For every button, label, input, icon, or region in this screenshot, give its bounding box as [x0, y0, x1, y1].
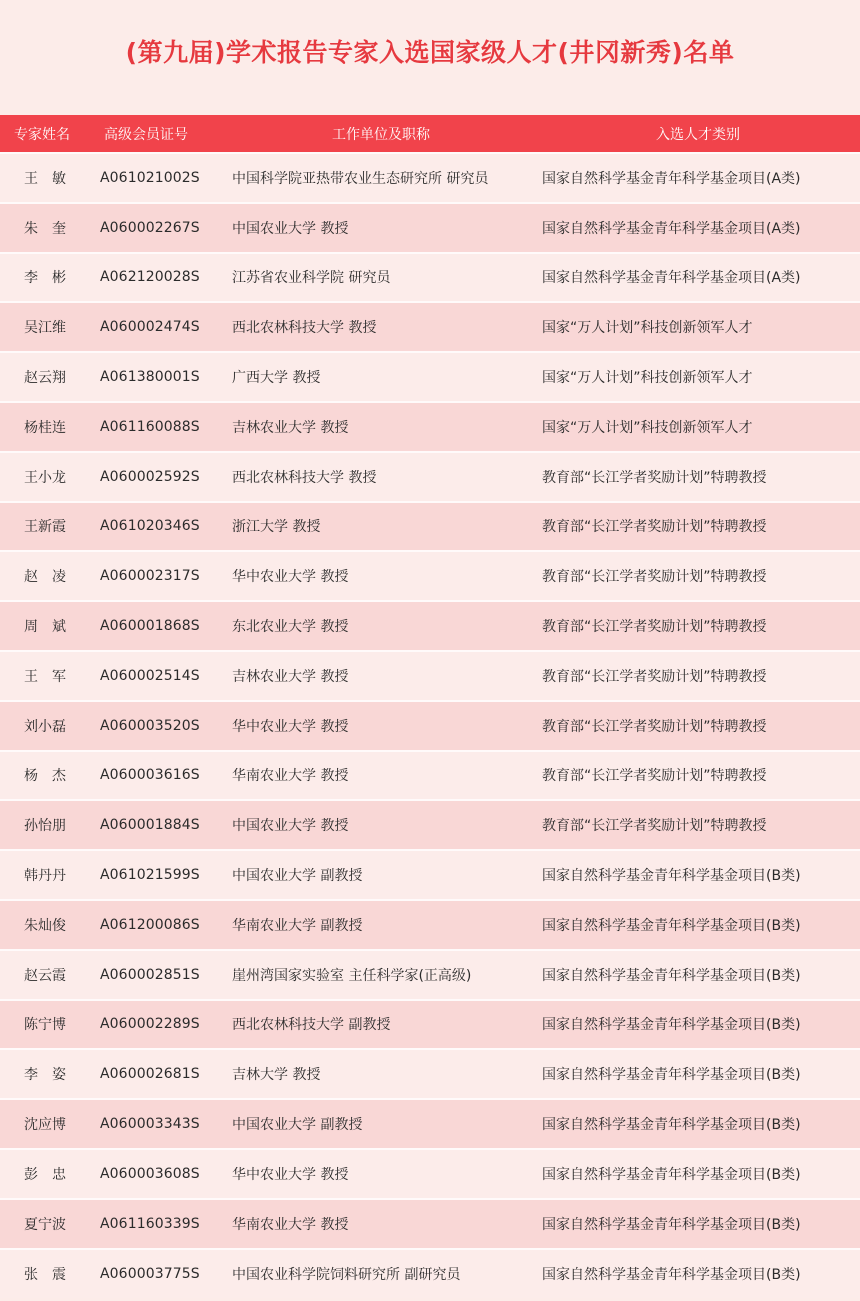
member-id: A060002289S [98, 1000, 226, 1050]
expert-name: 李 姿 [0, 1049, 98, 1099]
talent-category: 教育部“长江学者奖励计划”特聘教授 [536, 452, 860, 502]
organization-title: 西北农林科技大学 副教授 [226, 1000, 536, 1050]
expert-name: 赵 凌 [0, 551, 98, 601]
talent-category: 教育部“长江学者奖励计划”特聘教授 [536, 651, 860, 701]
member-id: A060001868S [98, 601, 226, 651]
talent-category: 国家自然科学基金青年科学基金项目(B类) [536, 1249, 860, 1299]
member-id: A060002317S [98, 551, 226, 601]
organization-title: 吉林农业大学 教授 [226, 651, 536, 701]
title-banner [0, 0, 860, 110]
expert-name: 王 敏 [0, 153, 98, 203]
table-row [0, 302, 860, 352]
column-header-organization: 工作单位及职称 [332, 126, 430, 143]
talent-category: 教育部“长江学者奖励计划”特聘教授 [536, 751, 860, 801]
expert-name: 王小龙 [0, 452, 98, 502]
organization-title: 浙江大学 教授 [226, 502, 536, 552]
table-row [0, 502, 860, 552]
organization-title: 华中农业大学 教授 [226, 551, 536, 601]
table-row [0, 850, 860, 900]
talent-category: 国家自然科学基金青年科学基金项目(B类) [536, 1000, 860, 1050]
table-row [0, 751, 860, 801]
expert-name: 杨 杰 [0, 751, 98, 801]
member-id: A061020346S [98, 502, 226, 552]
table-row [0, 1099, 860, 1149]
member-id: A061160088S [98, 402, 226, 452]
member-id: A060002267S [98, 203, 226, 253]
expert-table [0, 115, 860, 1298]
organization-title: 中国农业大学 教授 [226, 800, 536, 850]
organization-title: 中国农业科学院饲料研究所 副研究员 [226, 1249, 536, 1299]
member-id: A060002681S [98, 1049, 226, 1099]
table-row [0, 452, 860, 502]
talent-category: 国家自然科学基金青年科学基金项目(A类) [536, 253, 860, 303]
column-header-name: 专家姓名 [14, 126, 70, 143]
column-header-talent-category: 入选人才类别 [656, 126, 740, 143]
organization-title: 中国农业大学 副教授 [226, 1099, 536, 1149]
expert-name: 张 震 [0, 1249, 98, 1299]
organization-title: 中国农业大学 副教授 [226, 850, 536, 900]
table-row [0, 352, 860, 402]
talent-category: 国家“万人计划”科技创新领军人才 [536, 402, 860, 452]
table-row [0, 800, 860, 850]
table-row [0, 203, 860, 253]
member-id: A060003775S [98, 1249, 226, 1299]
expert-name: 吴江维 [0, 302, 98, 352]
talent-category: 国家自然科学基金青年科学基金项目(B类) [536, 1199, 860, 1249]
column-header-member-id: 高级会员证号 [104, 126, 188, 143]
table-row [0, 1199, 860, 1249]
organization-title: 华南农业大学 教授 [226, 1199, 536, 1249]
member-id: A060002514S [98, 651, 226, 701]
organization-title: 西北农林科技大学 教授 [226, 302, 536, 352]
member-id: A060002592S [98, 452, 226, 502]
expert-name: 孙怡朋 [0, 800, 98, 850]
talent-category: 教育部“长江学者奖励计划”特聘教授 [536, 551, 860, 601]
member-id: A061380001S [98, 352, 226, 402]
table-row [0, 1000, 860, 1050]
expert-name: 王 军 [0, 651, 98, 701]
expert-name: 赵云霞 [0, 950, 98, 1000]
organization-title: 江苏省农业科学院 研究员 [226, 253, 536, 303]
expert-name: 夏宁波 [0, 1199, 98, 1249]
member-id: A062120028S [98, 253, 226, 303]
expert-name: 周 斌 [0, 601, 98, 651]
talent-category: 教育部“长江学者奖励计划”特聘教授 [536, 701, 860, 751]
member-id: A060002851S [98, 950, 226, 1000]
table-row [0, 900, 860, 950]
expert-name: 刘小磊 [0, 701, 98, 751]
talent-category: 国家自然科学基金青年科学基金项目(B类) [536, 900, 860, 950]
talent-category: 教育部“长江学者奖励计划”特聘教授 [536, 502, 860, 552]
member-id: A060003343S [98, 1099, 226, 1149]
table-row [0, 651, 860, 701]
expert-name: 李 彬 [0, 253, 98, 303]
table-row [0, 950, 860, 1000]
talent-category: 国家自然科学基金青年科学基金项目(B类) [536, 1049, 860, 1099]
member-id: A060002474S [98, 302, 226, 352]
talent-category: 国家自然科学基金青年科学基金项目(B类) [536, 850, 860, 900]
talent-category: 国家自然科学基金青年科学基金项目(B类) [536, 950, 860, 1000]
talent-category: 国家自然科学基金青年科学基金项目(A类) [536, 153, 860, 203]
organization-title: 西北农林科技大学 教授 [226, 452, 536, 502]
member-id: A061160339S [98, 1199, 226, 1249]
member-id: A060003616S [98, 751, 226, 801]
table-row [0, 551, 860, 601]
organization-title: 吉林农业大学 教授 [226, 402, 536, 452]
talent-category: 教育部“长江学者奖励计划”特聘教授 [536, 800, 860, 850]
table-header [0, 115, 860, 153]
member-id: A061021002S [98, 153, 226, 203]
table-row [0, 402, 860, 452]
member-id: A061021599S [98, 850, 226, 900]
table-row [0, 1249, 860, 1299]
expert-name: 朱 奎 [0, 203, 98, 253]
table-body [0, 153, 860, 1298]
expert-name: 沈应博 [0, 1099, 98, 1149]
table-row [0, 1149, 860, 1199]
organization-title: 广西大学 教授 [226, 352, 536, 402]
expert-name: 韩丹丹 [0, 850, 98, 900]
page-title: (第九届)学术报告专家入选国家级人才(井冈新秀)名单 [125, 38, 735, 67]
member-id: A060003520S [98, 701, 226, 751]
table-header-row [0, 115, 860, 153]
talent-category: 教育部“长江学者奖励计划”特聘教授 [536, 601, 860, 651]
table-row [0, 601, 860, 651]
talent-category: 国家自然科学基金青年科学基金项目(A类) [536, 203, 860, 253]
expert-name: 彭 忠 [0, 1149, 98, 1199]
table-row [0, 1049, 860, 1099]
organization-title: 华南农业大学 教授 [226, 751, 536, 801]
organization-title: 华中农业大学 教授 [226, 701, 536, 751]
talent-category: 国家自然科学基金青年科学基金项目(B类) [536, 1149, 860, 1199]
organization-title: 中国农业大学 教授 [226, 203, 536, 253]
table-row [0, 253, 860, 303]
organization-title: 崖州湾国家实验室 主任科学家(正高级) [226, 950, 536, 1000]
talent-category: 国家“万人计划”科技创新领军人才 [536, 352, 860, 402]
table-row [0, 153, 860, 203]
organization-title: 华南农业大学 副教授 [226, 900, 536, 950]
member-id: A060003608S [98, 1149, 226, 1199]
member-id: A061200086S [98, 900, 226, 950]
expert-name: 杨桂连 [0, 402, 98, 452]
expert-name: 陈宁博 [0, 1000, 98, 1050]
expert-name: 赵云翔 [0, 352, 98, 402]
organization-title: 中国科学院亚热带农业生态研究所 研究员 [226, 153, 536, 203]
member-id: A060001884S [98, 800, 226, 850]
expert-name: 王新霞 [0, 502, 98, 552]
organization-title: 东北农业大学 教授 [226, 601, 536, 651]
organization-title: 华中农业大学 教授 [226, 1149, 536, 1199]
talent-category: 国家自然科学基金青年科学基金项目(B类) [536, 1099, 860, 1149]
organization-title: 吉林大学 教授 [226, 1049, 536, 1099]
table-row [0, 701, 860, 751]
talent-category: 国家“万人计划”科技创新领军人才 [536, 302, 860, 352]
expert-name: 朱灿俊 [0, 900, 98, 950]
